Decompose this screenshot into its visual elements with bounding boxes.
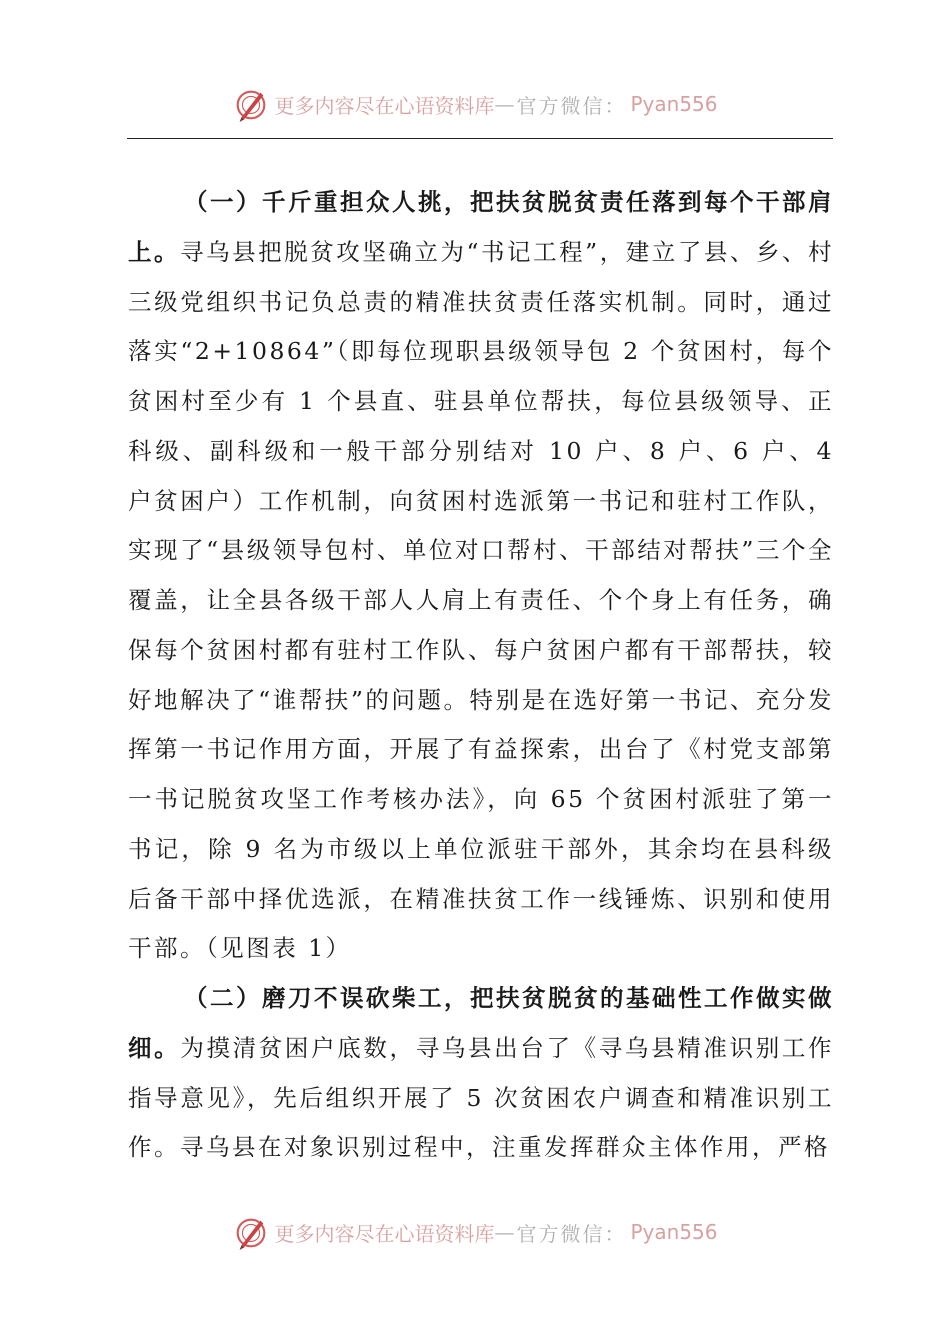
watermark-wechat-id: Pyan556 [630,92,718,116]
watermark-dash: — [494,1220,517,1244]
watermark-dash: — [494,92,517,116]
watermark-wechat-id: Pyan556 [630,1220,718,1244]
watermark-brand: 更多内容尽在心语资料库 [274,93,495,118]
paragraph-1-text: 寻乌县把脱贫攻坚确立为“书记工程”，建立了县、乡、村三级党组织书记负总责的精准扶贫责任落实机制。同时，通过落实“2+10864”（即每位现职县级领导包 2 个贫困村，每个贫困村至少有 1 个县直、驻县单位帮扶，每位县级领导、正科级、副科级和一般干部分别结对 10 户、8 户、6 户、4 户贫困户）工作机制，向贫困村选派第一书记和驻村工作队，实现了“县级领导包村、单位对口帮村、干部结对帮扶”三个全覆盖，让全县各级干部人人肩上有责任、个个身上有任务，确保每个贫困村都有驻村工作队、每户贫困户都有干部帮扶，较好地解决了“谁帮扶”的问题。特别是在选好第一书记、充分发挥第一书记作用方面，开展了有益探索，出台了《村党支部第一书记脱贫攻坚工作考核办法》，向 65 个贫困村派驻了第一书记，除 9 名为市级以上单位派驻干部外，其余均在县科级后备干部中择优选派，在精准扶贫工作一线锤炼、识别和使用干部。（见图表 1） [128,237,835,963]
section-heading-1: （一）千斤重担众人挑，把扶贫脱贫责任落到每个干部肩上。 [128,188,834,266]
paragraph-1 [128,178,834,974]
watermark-wechat-label: 官方微信： [516,1221,627,1246]
paragraph-2 [128,974,834,1173]
document-body [128,178,834,1173]
watermark-banner-top [0,82,950,126]
pen-logo-icon [232,1213,270,1251]
section-heading-2: （二）磨刀不误砍柴工，把扶贫脱贫的基础性工作做实做细。 [128,984,834,1062]
pen-logo-icon [232,85,270,123]
header-rule [127,138,833,139]
paragraph-2-text: 为摸清贫困户底数，寻乌县出台了《寻乌县精准识别工作指导意见》，先后组织开展了 5 次贫困农户调查和精准识别工作。寻乌县在对象识别过程中，注重发挥群众主体作用，严格 [128,1033,835,1162]
watermark-banner-bottom [0,1210,950,1254]
watermark-brand: 更多内容尽在心语资料库 [274,1221,495,1246]
watermark-wechat-label: 官方微信： [516,93,627,118]
